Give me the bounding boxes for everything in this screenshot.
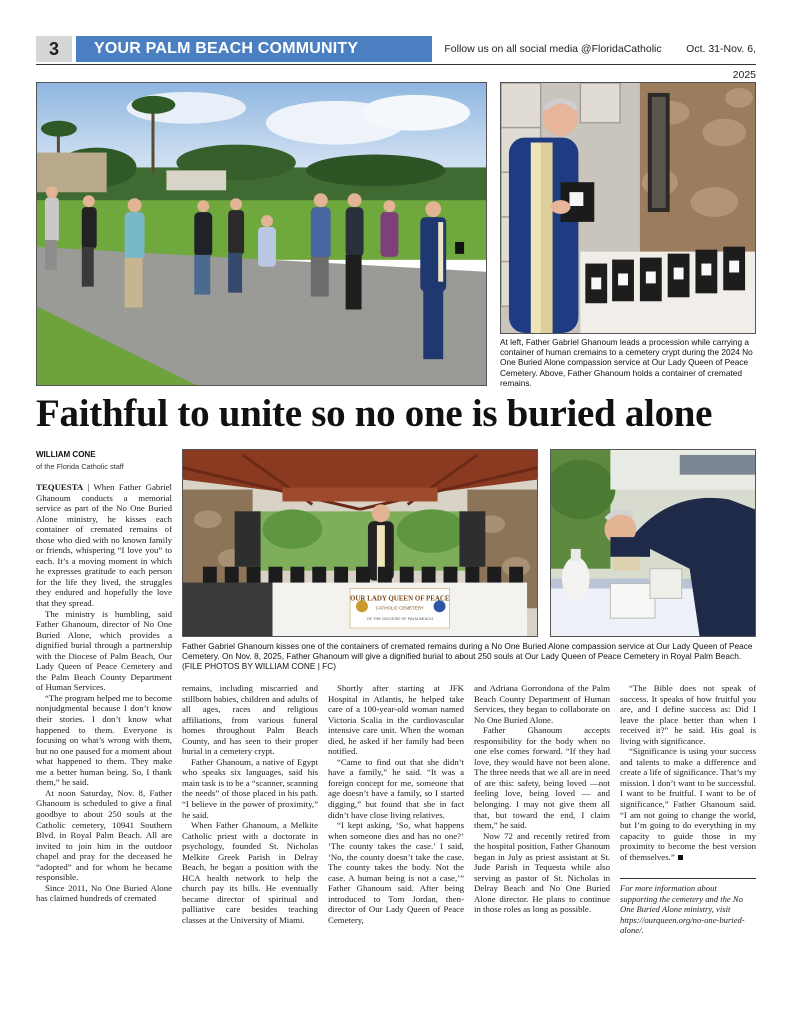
photo-caption-top: At left, Father Gabriel Ghanoum leads a procession while carrying a container of human cremains to a cemetery crypt during the 2024 No One Buried Alone compassion service at Our Lady Queen of Peace Cemetery. Above, Father Ghanoum holds a container of cremated remains.: [500, 337, 753, 388]
paragraph: Father Ghanoum accepts responsibility for the body when no one else comes forward. “If they had love, they would have not been alone. The three needs that we all are in need of are this: safety, being loved —not feeling love, being loved — and belonging. I may not give them all that, but toward the end, I claim them,” he said.: [474, 725, 610, 831]
paragraph: and Adriana Gorrondona of the Palm Beach County Department of Human Services, they began to collaborate on No One Buried Alone.: [474, 683, 610, 725]
paragraph: remains, including miscarried and stillborn babies, children and adults of all ages, races and religious affiliations, from various funeral homes throughout Palm Beach County, and has seen to their proper burial in a cemetery crypt.: [182, 683, 318, 757]
page-header: [36, 36, 756, 81]
issue-date: Oct. 31-Nov. 6, 2025: [686, 43, 756, 81]
footnote: For more information about supporting the cemetery and the No One Buried Alone ministry, visit https://ourqueen.org/no-one-buried-alone/.: [620, 878, 756, 936]
photo-caption-middle: Father Gabriel Ghanoum kisses one of the containers of cremated remains during a No One Buried Alone compassion service at Our Lady Queen of Peace Cemetery. On Nov. 8, 2025, Father Ghanoum will give a dignified burial to about 250 souls at Our Lady Queen of Peace Cemetery in Royal Palm Beach. (FILE PHOTOS BY WILLIAM CONE | FC): [182, 641, 753, 672]
social-media-note: Follow us on all social media @FloridaCatholic: [444, 43, 662, 55]
paragraph: Shortly after starting at JFK Hospital in Atlantis, he helped take care of a 100-year-old woman named Victoria Scalia in the cardiovascular intensive care unit. When the woman died, he asked if her family had been notified.: [328, 683, 464, 757]
article-column-4: [474, 683, 610, 934]
paragraph: The ministry is humbling, said Father Ghanoum, director of No One Buried Alone, which provides a dignified burial through a partnership with the Diocese of Palm Beach, Our Lady Queen of Peace Cemetery and the Palm Beach County Department of Human Services.: [36, 608, 172, 693]
article-headline: Faithful to unite so no one is buried alone: [36, 392, 713, 435]
banner-subtitle: CATHOLIC CEMETERY: [375, 605, 424, 611]
dateline: TEQUESTA: [36, 482, 84, 492]
banner-diocese: OF THE DIOCESE OF PALM BEACH: [366, 616, 433, 622]
paragraph: Father Ghanoum, a native of Egypt who speaks six languages, said his main task is to be a “scanner, scanning the needs” of those placed in his path. “I believe in the power of proximity,” he said.: [182, 756, 318, 820]
paragraph: “The program helped me to become nonjudgmental because I don’t know their stories. I don’t know what happened to them. Everyone is focusing on what’s wrong with them, but no one paused for a moment about what happened to them. They make me a better human being. So, I thank them,” he said.: [36, 692, 172, 788]
author-role: of the Florida Catholic staff: [36, 462, 124, 471]
paragraph: “I kept asking, ‘So, what happens when someone dies and has no one?’ ‘The county takes the case.’ I said, ‘No, the county doesn’t take the case. The county takes the body. Not the case. A human being is not a case,’” Father Ghanoum said. After being introduced to Tom Jordan, then-director of Our Lady Queen of Peace Cemetery,: [328, 820, 464, 926]
article-column-2: [182, 683, 318, 934]
paragraph: At noon Saturday, Nov. 8, Father Ghanoum is scheduled to give a final goodbye to about 250 souls at the Catholic cemetery, 10941 Southern Blvd. in Royal Palm Beach. All are invited to join him in the outdoor chapel and pray for the deceased he “adopted” and for whom he became responsible.: [36, 787, 172, 883]
article-column-5: [620, 683, 756, 875]
paragraph: “Came to find out that she didn’t have a family,” he said. “It was a foreign concept for me, someone that age doesn’t have a family, so I started digging,” but found that she in fact didn’t have close living relatives.: [328, 756, 464, 820]
author-name: WILLIAM CONE: [36, 450, 96, 459]
header-rule: [36, 64, 756, 65]
banner-title: OUR LADY QUEEN OF PEACE: [349, 594, 450, 603]
paragraph: Since 2011, No One Buried Alone has claimed hundreds of cremated: [36, 882, 172, 904]
article-column-1: [36, 482, 172, 934]
byline: [36, 450, 172, 471]
end-mark-icon: [678, 855, 683, 860]
procession-photo: [36, 82, 487, 386]
article-column-3: [328, 683, 464, 934]
outdoor-chapel-photo: [182, 449, 538, 637]
page-number: 3: [36, 36, 72, 62]
lead-paragraph: [36, 482, 172, 609]
paragraph: When Father Ghanoum, a Melkite Catholic priest with a doctorate in psychology, founded St. Nicholas Melkite Greek Parish in Delray Beach, he began a position with the HCA health network to help the church pay its bills. He eventually became director of spiritual and palliative care besides teaching classes at the University of Miami.: [182, 820, 318, 926]
priest-kissing-container-photo: [550, 449, 756, 637]
section-title: YOUR PALM BEACH COMMUNITY: [76, 36, 432, 62]
paragraph: | When Father Gabriel Ghanoum conducts a memorial service as part of the No One Buried Alone ministry, he kisses each container of cremated remains of those who died with no known family or friends, whispering “I love you” to each. It’s a moving moment in which he expresses gratitude to each person for the life they lived, the struggles they endured and hopefully the love that they spread.: [36, 482, 172, 609]
paragraph: Now 72 and recently retired from the hospital position, Father Ghanoum began in July as priest assistant at St. Jude Parish in Tequesta while also serving as pastor of St. Nicholas in Delray Beach and No One Buried Alone director. He plans to continue in those roles as long as possible.: [474, 830, 610, 915]
paragraph: “The Bible does not speak of success. It speaks of how fruitful you are, and I define success as: Did I leave the place better than when I received it?” he said. His goal is living with significance.: [620, 683, 756, 746]
closing-paragraph: [620, 746, 756, 862]
priest-with-cremains-photo: [500, 82, 756, 334]
paragraph: “Significance is using your success and talents to make a difference and create a life of significance. That’s my mission. I don’t want to be successful. I want to be fruitful. I want to be of significance,” Father Ghanoum said. “I am not going to change the world, but I’m going to do everything in my capacity to guide those in my proximity to become the best version of themselves.”: [620, 746, 756, 862]
